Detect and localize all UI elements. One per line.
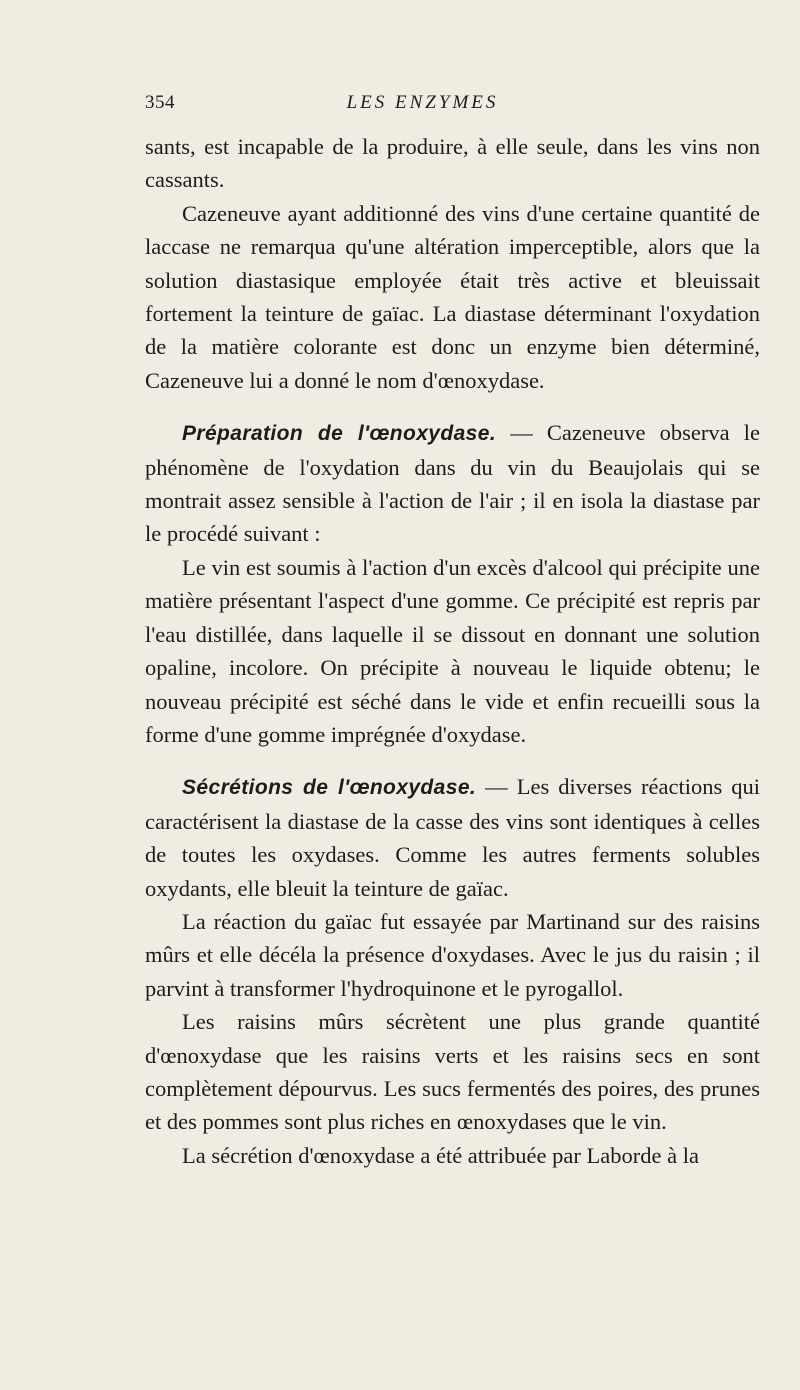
paragraph-text: Cazeneuve ayant additionné des vins d'une certaine quantité de laccase ne remarqua qu'une altération imperceptible, alors que la solution diastasique employée était très active et bleuissait fortement la teinture de gaïac. La diastase déterminant l'oxydation de la matière colorante est donc un enzyme bien déterminé, Cazeneuve lui a donné le nom d'œnoxydase. <box>145 200 760 393</box>
paragraph-text: Les raisins mûrs sécrètent une plus grande quantité d'œnoxydase que les raisins verts et les raisins secs en sont complètement dépourvus. Les sucs fermentés des poires, des prunes et des pommes sont plus riches en œnoxydases que le vin. <box>145 1009 760 1135</box>
paragraph <box>145 1005 760 1139</box>
paragraph-text: La réaction du gaïac fut essayée par Martinand sur des raisins mûrs et elle décéla la présence d'oxydases. Avec le jus du raisin ; il parvint à transformer l'hydroquinone et le pyrogallol. <box>145 908 760 1001</box>
body-text <box>145 130 760 1172</box>
paragraph <box>145 1139 760 1172</box>
section-heading-secretions: Sécrétions de l'œnoxydase. <box>182 776 477 800</box>
section-paragraph-secretions <box>145 770 760 905</box>
paragraph <box>145 197 760 397</box>
paragraph <box>145 551 760 751</box>
paragraph-text: sants, est incapable de la produire, à elle seule, dans les vins non cassants. <box>145 134 760 193</box>
paragraph-text: La sécrétion d'œnoxydase a été attribuée par Laborde à la <box>182 1142 699 1168</box>
page-number: 354 <box>145 92 175 113</box>
running-title: LES ENZYMES <box>346 92 499 113</box>
page-header <box>145 92 700 122</box>
section-heading-preparation: Préparation de l'œnoxydase. <box>182 422 497 446</box>
paragraph-text: — Les diverses réactions qui caractérisent la diastase de la casse des vins sont identiques à celles de toutes les oxydases. Comme les autres ferments solubles oxydants, elle bleuit la teinture de gaïac. <box>145 774 760 901</box>
section-paragraph-preparation <box>145 416 760 551</box>
paragraph <box>145 130 760 197</box>
paragraph-text: Le vin est soumis à l'action d'un excès d'alcool qui précipite une matière présentant l'aspect d'une gomme. Ce précipité est repris par l'eau distillée, dans laquelle il se dissout en donnant une solution opaline, incolore. On précipite à nouveau le liquide obtenu; le nouveau précipité est séché dans le vide et enfin recueilli sous la forme d'une gomme imprégnée d'oxydase. <box>145 554 760 747</box>
paragraph-text: — Cazeneuve observa le phénomène de l'oxydation dans du vin du Beaujolais qui se montrait assez sensible à l'action de l'air ; il en isola la diastase par le procédé suivant : <box>145 420 760 547</box>
paragraph <box>145 905 760 1005</box>
